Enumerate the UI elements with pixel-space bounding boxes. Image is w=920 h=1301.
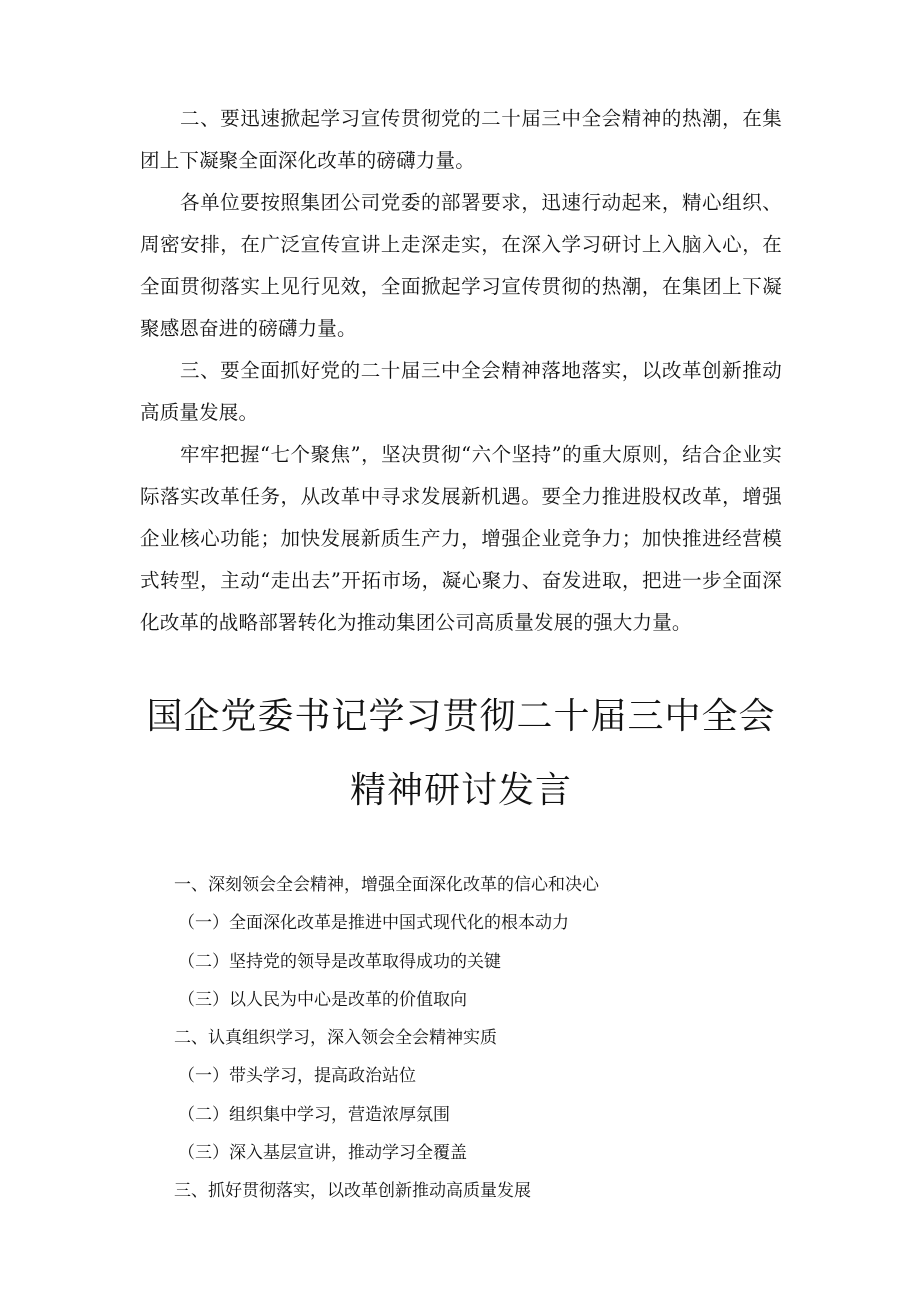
paragraph-section-three-heading: 三、要全面抓好党的二十届三中全会精神落地落实，以改革创新推动高质量发展。 <box>140 359 782 424</box>
outline-item-level2: （三）深入基层宣讲，推动学习全覆盖 <box>178 1143 467 1164</box>
outline-list <box>174 866 774 1211</box>
outline-item-level1: 二、认真组织学习，深入领会全会精神实质 <box>174 1028 497 1049</box>
body-text <box>140 98 782 644</box>
outline-item-level2: （三）以人民为中心是改革的价值取向 <box>178 989 467 1010</box>
outline-item-level2: （一）全面深化改革是推进中国式现代化的根本动力 <box>178 913 569 934</box>
paragraph-section-three-body: 牢牢把握“七个聚焦”，坚决贯彻“六个坚持”的重大原则，结合企业实际落实改革任务，从改革中寻求发展新机遇。要全力推进股权改革，增强企业核心功能；加快发展新质生产力，增强企业竞争力；加快推进经营模式转型，主动“走出去”开拓市场，凝心聚力、奋发进取，把进一步全面深化改革的战略部署转化为推动集团公司高质量发展的强大力量。 <box>140 443 782 634</box>
paragraph-section-two-heading: 二、要迅速掀起学习宣传贯彻党的二十届三中全会精神的热潮，在集团上下凝聚全面深化改革的磅礴力量。 <box>140 107 782 172</box>
outline-item-level2: （一）带头学习，提高政治站位 <box>178 1066 416 1087</box>
outline-item-level1: 三、抓好贯彻落实，以改革创新推动高质量发展 <box>174 1181 531 1202</box>
outline-item-level2: （二）坚持党的领导是改革取得成功的关键 <box>178 951 501 972</box>
paragraph-section-two-body: 各单位要按照集团公司党委的部署要求，迅速行动起来，精心组织、周密安排，在广泛宣传宣讲上走深走实，在深入学习研讨上入脑入心，在全面贯彻落实上见行见效，全面掀起学习宣传贯彻的热潮，在集团上下凝聚感恩奋进的磅礴力量。 <box>140 191 782 340</box>
outline-item-level2: （二）组织集中学习，营造浓厚氛围 <box>178 1104 450 1125</box>
document-title: 国企党委书记学习贯彻二十届三中全会精神研讨发言 <box>146 696 776 811</box>
outline-item-level1: 一、深刻领会全会精神，增强全面深化改革的信心和决心 <box>174 875 599 895</box>
